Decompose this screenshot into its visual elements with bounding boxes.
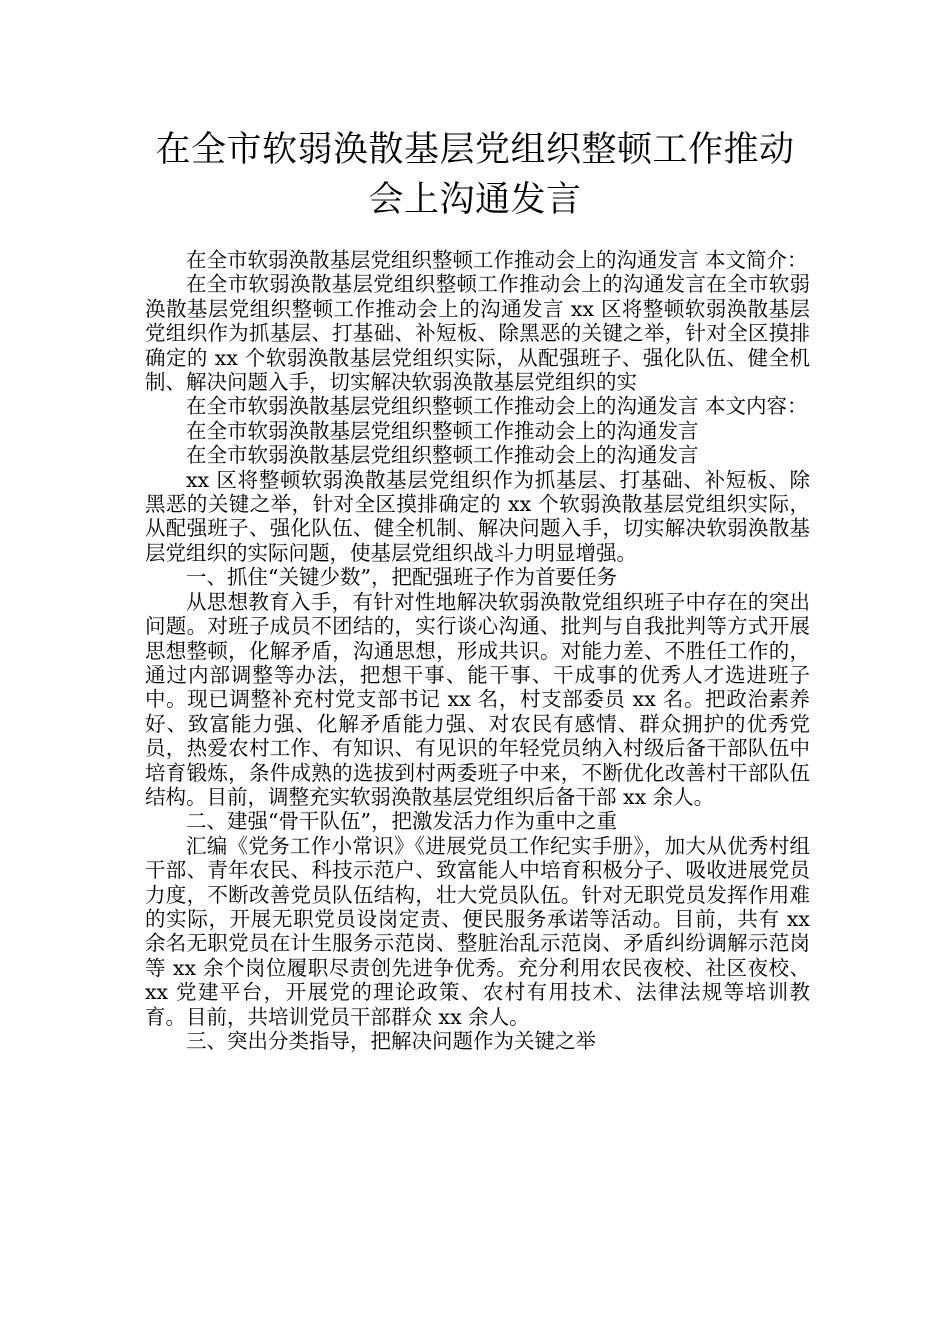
section-heading-2: 二、建强“骨干队伍”，把激发活力作为重中之重	[186, 809, 617, 834]
paragraph-repeat-title-2: 在全市软弱涣散基层党组织整顿工作推动会上的沟通发言	[186, 443, 699, 468]
paragraph-repeat-title-1: 在全市软弱涣散基层党组织整顿工作推动会上的沟通发言	[186, 418, 699, 443]
paragraph-intro-text: 在全市软弱涣散基层党组织整顿工作推动会上的沟通发言在全市软弱涣散基层党组织整顿工作推动会上的沟通发言 xx 区将整顿软弱涣散基层党组织作为抓基层、打基础、补短板、除黑恶的关键之举，针对全区摸排确定的 xx 个软弱涣散基层党组织实际，从配强班子、强化队伍、健全机制、解决问题入手，切实解决软弱涣散基层党组织的实	[145, 272, 810, 395]
section-body-2: 汇编《党务工作小常识》《进展党员工作纪实手册》，加大从优秀村组干部、青年农民、科技示范户、致富能人中培育积极分子、吸收进展党员力度，不断改善党员队伍结构，壮大党员队伍。针对无职党员发挥作用难的实际，开展无职党员设岗定责、便民服务承诺等活动。目前，共有 xx 余名无职党员在计生服务示范岗、整脏治乱示范岗、矛盾纠纷调解示范岗等 xx 余个岗位履职尽责创先进争优秀。充分利用农民夜校、社区夜校、xx 党建平台，开展党的理论政策、农村有用技术、法律法规等培训教育。目前，共培训党员干部群众 xx 余人。	[145, 833, 810, 1029]
section-heading-3: 三、突出分类指导，把解决问题作为关键之举	[186, 1029, 596, 1053]
paragraph-overview: xx 区将整顿软弱涣散基层党组织作为抓基层、打基础、补短板、除黑恶的关键之举，针对全区摸排确定的 xx 个软弱涣散基层党组织实际，从配强班子、强化队伍、健全机制、解决问题入手，切实解决软弱涣散基层党组织的实际问题，使基层党组织战斗力明显增强。	[145, 467, 810, 565]
paragraph-intro-heading: 在全市软弱涣散基层党组织整顿工作推动会上的沟通发言 本文简介：	[186, 248, 808, 272]
section-heading-1: 一、抓住“关键少数”，把配强班子作为首要任务	[186, 565, 617, 590]
paragraph-content-heading: 在全市软弱涣散基层党组织整顿工作推动会上的沟通发言 本文内容：	[186, 394, 808, 419]
section-body-1: 从思想教育入手，有针对性地解决软弱涣散党组织班子中存在的突出问题。对班子成员不团结的，实行谈心沟通、批判与自我批判等方式开展思想整顿，化解矛盾，沟通思想，形成共识。对能力差、不胜任工作的，通过内部调整等办法，把想干事、能干事、干成事的优秀人才选进班子中。现已调整补充村党支部书记 xx 名，村支部委员 xx 名。把政治素养好、致富能力强、化解矛盾能力强、对农民有感情、群众拥护的优秀党员，热爱农村工作、有知识、有见识的年轻党员纳入村级后备干部队伍中培育锻炼，条件成熟的选拔到村两委班子中来，不断优化改善村干部队伍结构。目前，调整充实软弱涣散基层党组织后备干部 xx 余人。	[145, 589, 810, 809]
document-title: 在全市软弱涣散基层党组织整顿工作推动会上沟通发言	[155, 130, 795, 220]
document-body	[145, 248, 810, 1053]
